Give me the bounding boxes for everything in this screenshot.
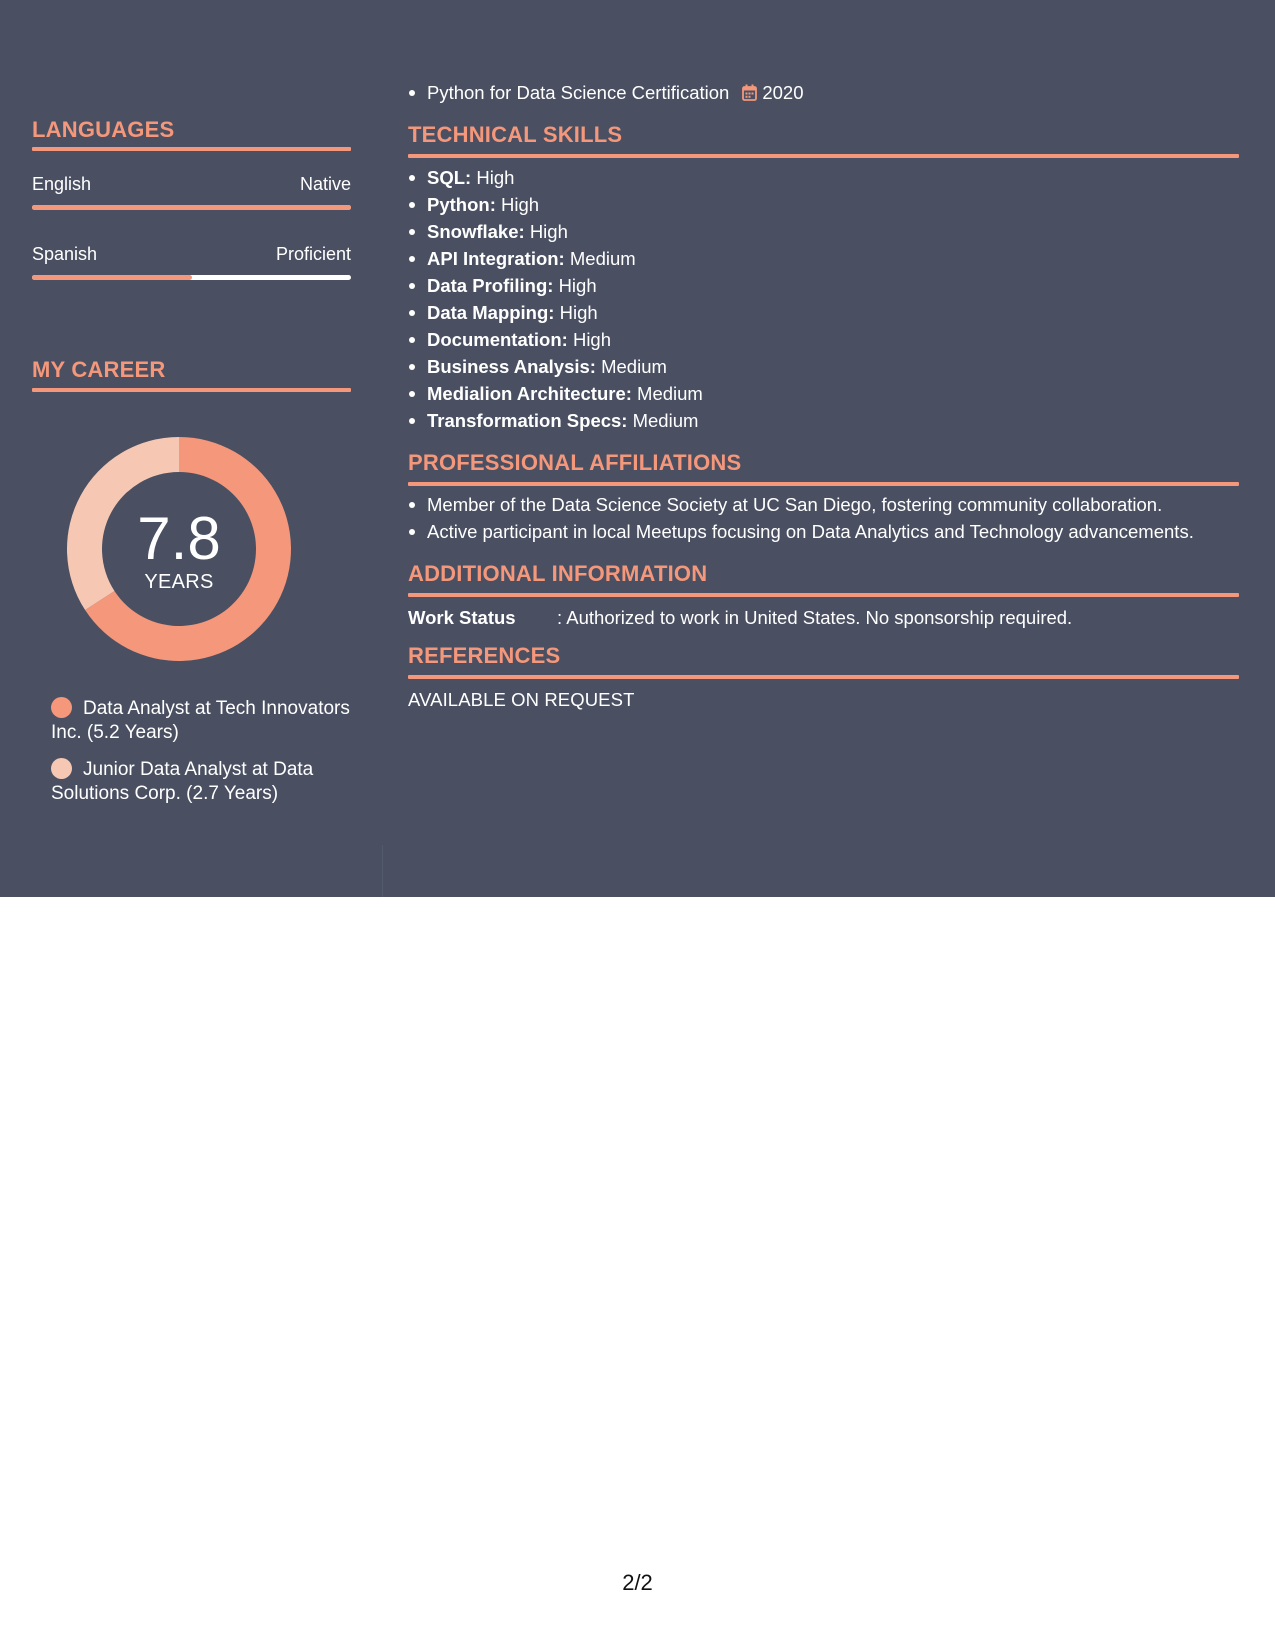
language-bar-spanish <box>32 275 351 280</box>
career-legend-label: Data Analyst at Tech Innovators Inc. (5.2 Years) <box>51 698 350 743</box>
skill-level: Medium <box>632 410 699 431</box>
language-level: Native <box>299 174 351 194</box>
languages-rule <box>32 147 351 151</box>
language-level: Proficient <box>275 244 351 264</box>
technical-skills-list <box>408 164 1239 434</box>
references-section <box>408 643 1239 711</box>
career-total-value: 7.8 <box>137 504 221 572</box>
certification-year: 2020 <box>762 82 804 103</box>
career-donut-center <box>66 436 292 662</box>
additional-info-section <box>408 561 1239 631</box>
skill-level: High <box>572 329 612 350</box>
language-bar-fill <box>32 275 192 280</box>
work-status-value: : Authorized to work in United States. No sponsorship required. <box>557 607 1073 628</box>
legend-dot-icon <box>51 697 72 718</box>
language-bar-fill <box>32 205 351 210</box>
certification-list <box>408 79 803 106</box>
column-divider <box>382 845 383 897</box>
work-status-label: Work Status <box>408 607 516 628</box>
additional-info-rule <box>408 593 1239 597</box>
skill-name: Snowflake: <box>427 221 525 242</box>
work-status-row <box>408 605 1239 631</box>
affiliation-item: Member of the Data Science Society at UC San Diego, fostering community collaboration. <box>408 491 1239 518</box>
skill-item <box>408 299 1239 326</box>
skill-name: Data Mapping: <box>427 302 555 323</box>
skill-name: Transformation Specs: <box>427 410 628 431</box>
references-text: AVAILABLE ON REQUEST <box>408 689 635 710</box>
skill-level: High <box>476 167 515 188</box>
affiliation-item: Active participant in local Meetups focusing on Data Analytics and Technology advancements. <box>408 518 1239 545</box>
technical-skills-heading: TECHNICAL SKILLS <box>408 122 623 147</box>
career-total-unit: YEARS <box>144 570 214 593</box>
skill-level: Medium <box>601 356 667 377</box>
legend-dot-icon <box>51 758 72 779</box>
skill-item <box>408 353 1239 380</box>
skill-item <box>408 380 1239 407</box>
skill-name: Documentation: <box>427 329 568 350</box>
skill-name: Python: <box>427 194 496 215</box>
affiliations-list <box>408 491 1239 545</box>
skill-level: High <box>559 302 598 323</box>
references-heading: REFERENCES <box>408 643 561 668</box>
affiliations-section <box>408 450 1239 545</box>
skill-item <box>408 164 1239 191</box>
languages-heading: LANGUAGES <box>32 117 175 142</box>
career-heading: MY CAREER <box>32 357 166 382</box>
skill-level: High <box>501 194 540 215</box>
technical-skills-section <box>408 122 1239 434</box>
references-rule <box>408 675 1239 679</box>
skill-item <box>408 191 1239 218</box>
certification-item <box>408 79 803 106</box>
additional-info-heading: ADDITIONAL INFORMATION <box>408 561 708 586</box>
skill-name: Medialion Architecture: <box>427 383 632 404</box>
calendar-icon <box>742 84 757 101</box>
page-number: 2/2 <box>622 1570 653 1595</box>
skill-level: Medium <box>637 383 703 404</box>
skill-name: Business Analysis: <box>427 356 596 377</box>
career-legend-label: Junior Data Analyst at Data Solutions Corp. (2.7 Years) <box>51 759 314 804</box>
career-rule <box>32 388 351 392</box>
technical-skills-rule <box>408 154 1239 158</box>
language-name: Spanish <box>32 244 98 264</box>
affiliations-heading: PROFESSIONAL AFFILIATIONS <box>408 450 742 475</box>
skill-item <box>408 407 1239 434</box>
skill-name: SQL: <box>427 167 472 188</box>
career-legend-item <box>51 758 351 806</box>
skill-level: High <box>529 221 568 242</box>
career-legend <box>51 697 351 819</box>
language-bar-english <box>32 205 351 210</box>
skill-level: High <box>558 275 597 296</box>
language-name: English <box>32 174 92 194</box>
skill-item <box>408 272 1239 299</box>
skill-item <box>408 245 1239 272</box>
skill-item <box>408 218 1239 245</box>
skill-name: API Integration: <box>427 248 565 269</box>
career-legend-item <box>51 697 351 745</box>
skill-level: Medium <box>569 248 636 269</box>
certification-name: Python for Data Science Certification <box>427 82 730 103</box>
skill-item <box>408 326 1239 353</box>
skill-name: Data Profiling: <box>427 275 554 296</box>
affiliations-rule <box>408 482 1239 486</box>
